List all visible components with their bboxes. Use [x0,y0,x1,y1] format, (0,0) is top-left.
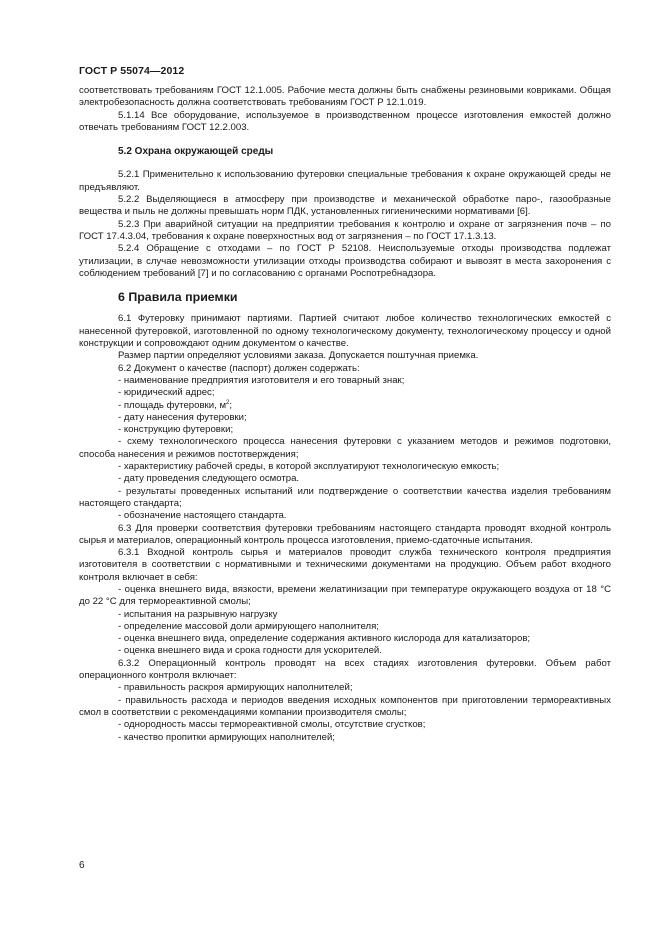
list-item: - дату нанесения футеровки; [118,411,247,423]
paragraph-5-2-1: 5.2.1 Применительно к использованию футеровки специальные требования к охране окружающей среды не предъявляют. [79,169,611,193]
section-5-2-heading: 5.2 Охрана окружающей среды [118,146,274,158]
paragraph-5-2-2: 5.2.2 Выделяющиеся в атмосферу при производстве и механической обработке паро-, газообразные вещества и пыль не должны превышать норм ПДК, установленных гигиеническими нормативами [6]. [79,194,611,218]
paragraph-6-2: 6.2 Документ о качестве (паспорт) должен содержать: [118,362,360,374]
list-item-text: - площадь футеровки, м [118,399,227,411]
paragraph-5-1-14: 5.1.14 Все оборудование, используемое в производственном процессе изготовления емкостей должно отвечать требованиям ГОСТ 12.2.003. [79,109,611,133]
list-item: - наименование предприятия изготовителя и его товарный знак; [118,374,405,386]
paragraph-6-3-1: 6.3.1 Входной контроль сырья и материалов проводит служба технического контроля предприятия изготовителя в соответствии с нормативными и техническими документами на продукцию. Объем работ входного контроля включает в себя: [79,547,611,583]
list-item: - конструкцию футеровки; [118,424,234,436]
document-header: ГОСТ Р 55074—2012 [79,65,185,77]
document-body [79,85,611,744]
paragraph-5-2-3: 5.2.3 При аварийной ситуации на предприятии требования к контролю и охране от загрязнения почв – по ГОСТ 17.4.3.04, требования к охране поверхностных вод от загрязнения – по ГОСТ 17.1.3.13. [79,218,611,242]
paragraph-6-3-2: 6.3.2 Операционный контроль проводят на всех стадиях изготовления футеровки. Объем работ операционного контроля включает: [79,657,611,682]
list-item: - оценка внешнего вида, определение содержания активного кислорода для катализаторов; [118,633,531,645]
list-item: - дату проведения следующего осмотра. [118,473,300,485]
paragraph-6-1-batch-size: Размер партии определяют условиями заказа. Допускается поштучная приемка. [118,350,479,362]
list-item: - юридический адрес; [118,387,215,399]
page-number: 6 [79,860,85,871]
paragraph-6-3: 6.3 Для проверки соответствия футеровки требованиям настоящего стандарта проводят входной контроль сырья и материалов, операционный контроль процесса изготовления, приемо-сдаточные испытания. [79,522,611,546]
list-item: - определение массовой доли армирующего наполнителя; [118,620,379,632]
list-item: - правильность расхода и периодов введения исходных компонентов при приготовлении термореактивных смол в соответствии с рекомендациями компании производителя смолы; [79,694,611,718]
list-item: - оценка внешнего вида и срока годности для ускорителей. [118,645,382,657]
superscript: 2 [226,399,230,406]
list-item: - однородность массы термореактивной смолы, отсутствие сгустков; [118,719,426,731]
list-item [79,400,611,412]
section-6-heading: 6 Правила приемки [118,290,238,305]
list-item: - правильность раскроя армирующих наполнителей; [118,682,353,694]
list-item: - обозначение настоящего стандарта. [118,510,287,522]
list-item: - характеристику рабочей среды, в которой эксплуатируют технологическую емкость; [118,461,500,473]
list-item-end: ; [229,399,233,411]
list-item: - схему технологического процесса нанесения футеровки с указанием методов и режимов подготовки, способа нанесения и режимов постотверждения; [79,436,611,460]
list-item: - качество пропитки армирующих наполнителей; [118,731,335,743]
paragraph-continuation: соответствовать требованиям ГОСТ 12.1.005. Рабочие места должны быть снабжены резиновыми ковриками. Общая электробезопасность должна соответствовать требованиям ГОСТ Р 12.1.019. [79,85,611,109]
list-item: - результаты проведенных испытаний или подтверждение о соответствии качества изделия требованиям настоящего стандарта; [79,485,611,509]
list-item: - оценка внешнего вида, вязкости, времени желатинизации при температуре окружающего воздуха от 18 °С до 22 °С для термореактивной смолы; [79,583,611,608]
paragraph-6-1: 6.1 Футеровку принимают партиями. Партией считают любое количество технологических емкостей с нанесенной футеровкой, изготовленной по одному технологическому документу, технологическому процессу и одной конструкции и сопровождают одним документом о качестве. [79,313,611,350]
paragraph-5-2-4: 5.2.4 Обращение с отходами – по ГОСТ Р 52108. Неиспользуемые отходы производства подлежат утилизации, в случае невозможности утилизации отходы производства собирают и вывозят в места захоронения с соблюдением требований [7] и по согласованию с органами Роспотребнадзора. [79,243,611,279]
list-item: - испытания на разрывную нагрузку [118,608,278,620]
